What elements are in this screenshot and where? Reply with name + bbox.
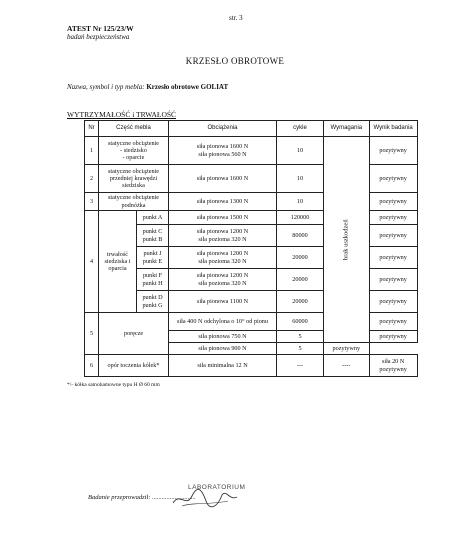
row-cycles: 10 [277,137,324,165]
row-cycles: 20000 [277,247,324,269]
row-load: siła pionowa 1200 N siła pozioma 320 N [169,247,277,269]
section-heading: WYTRZYMAŁOŚĆ i TRWAŁOŚĆ [67,110,177,119]
row-cycles: --- [277,355,324,377]
atest-subtitle: badań bezpieczeństwa [67,33,130,41]
row-cycles: 20000 [277,269,324,291]
sub-point: punkt D punkt G [137,291,169,313]
table-row [85,137,418,165]
row-load: siła pionowa 900 N [169,343,277,355]
row-cycles: 80000 [277,225,324,247]
row-load: siła pionowa 1100 N [169,291,277,313]
row-load: siła pionowa 1600 N [169,165,277,193]
row-result: pozytywny [369,165,417,193]
row-part: statyczne obciążenie przedniej krawędzi siedziska [99,165,169,193]
row-result: pozytywny [369,211,417,225]
row-nr: 1 [85,137,99,165]
row-result: pozytywny [369,247,417,269]
row-part: opór toczenia kółek* [99,355,169,377]
table-row [85,355,418,377]
row-result: pozytywny [369,331,417,343]
sub-point: punkt A [137,211,169,225]
requirements-merged-cell [324,137,370,343]
row-cycles: 20000 [277,291,324,313]
row-part: statyczne obciążenie - siedzisko - oparcie [99,137,169,165]
row-nr: 4 [85,211,99,313]
row-cycles: 5 [277,331,324,343]
row-part: trwałość siedziska i oparcia [99,211,137,313]
row-cycles: 5 [277,343,324,355]
row-nr: 6 [85,355,99,377]
footnote: */- kółka samohamowne typu H Ø 60 mm [67,382,160,388]
row-load: siła pionowa 750 N [169,331,277,343]
header-part: Część mebla [99,121,169,137]
row-part: statyczne obciążenie podnóżka [99,193,169,211]
row-load: siła pionowa 1200 N siła pozioma 320 N [169,269,277,291]
row-nr: 2 [85,165,99,193]
header-nr: Nr [85,121,99,137]
header-load: Obciążenia [169,121,277,137]
header-requirements: Wymagania [324,121,370,137]
row-requirements: ---- [324,355,370,377]
product-name-value: Krzesło obrotowe GOLIAT [146,83,229,91]
product-name-line [67,83,228,91]
row-result: pozytywny [324,343,370,355]
row-result: pozytywny [369,291,417,313]
header-cycles: cykle [277,121,324,137]
signature-label: Badanie przeprowadził: ........................... [88,494,196,501]
page-number: str. 3 [229,14,243,22]
row-load: siła minimalna 12 N [169,355,277,377]
atest-number: ATEST Nr 125/23/W [67,24,134,33]
sub-point: punkt C punkt B [137,225,169,247]
sub-point: punkt F punkt H [137,269,169,291]
row-load: siła pionowa 1500 N [169,211,277,225]
row-cycles: 60000 [277,313,324,331]
row-cycles: 120000 [277,211,324,225]
row-result: pozytywny [369,269,417,291]
row-cycles: 10 [277,193,324,211]
row-nr: 3 [85,193,99,211]
table-header-row [85,121,418,137]
row-cycles: 10 [277,165,324,193]
row-load: siła pionowa 1600 N siła pionowa 560 N [169,137,277,165]
row-nr: 5 [85,313,99,355]
row-load: siła pionowa 1200 N siła pozioma 320 N [169,225,277,247]
row-result: pozytywny [369,313,417,331]
header-result: Wynik badania [369,121,417,137]
results-table [84,120,418,377]
laboratory-stamp: LABORATORIUM [188,484,246,491]
row-part: poręcze [99,313,169,355]
row-result: pozytywny [369,137,417,165]
row-load: siła 400 N odchylona o 10° od pionu [169,313,277,331]
row-load: siła pionowa 1300 N [169,193,277,211]
row-result: pozytywny [369,225,417,247]
requirements-text: brak uszkodzeń [342,219,350,260]
product-name-label: Nazwa, symbol i typ mebla: [67,83,145,91]
document-title: KRZESŁO OBROTOWE [185,56,285,66]
row-result: pozytywny [369,193,417,211]
sub-point: punkt J punkt E [137,247,169,269]
row-result: siła 20 N pozytywny [369,355,417,377]
